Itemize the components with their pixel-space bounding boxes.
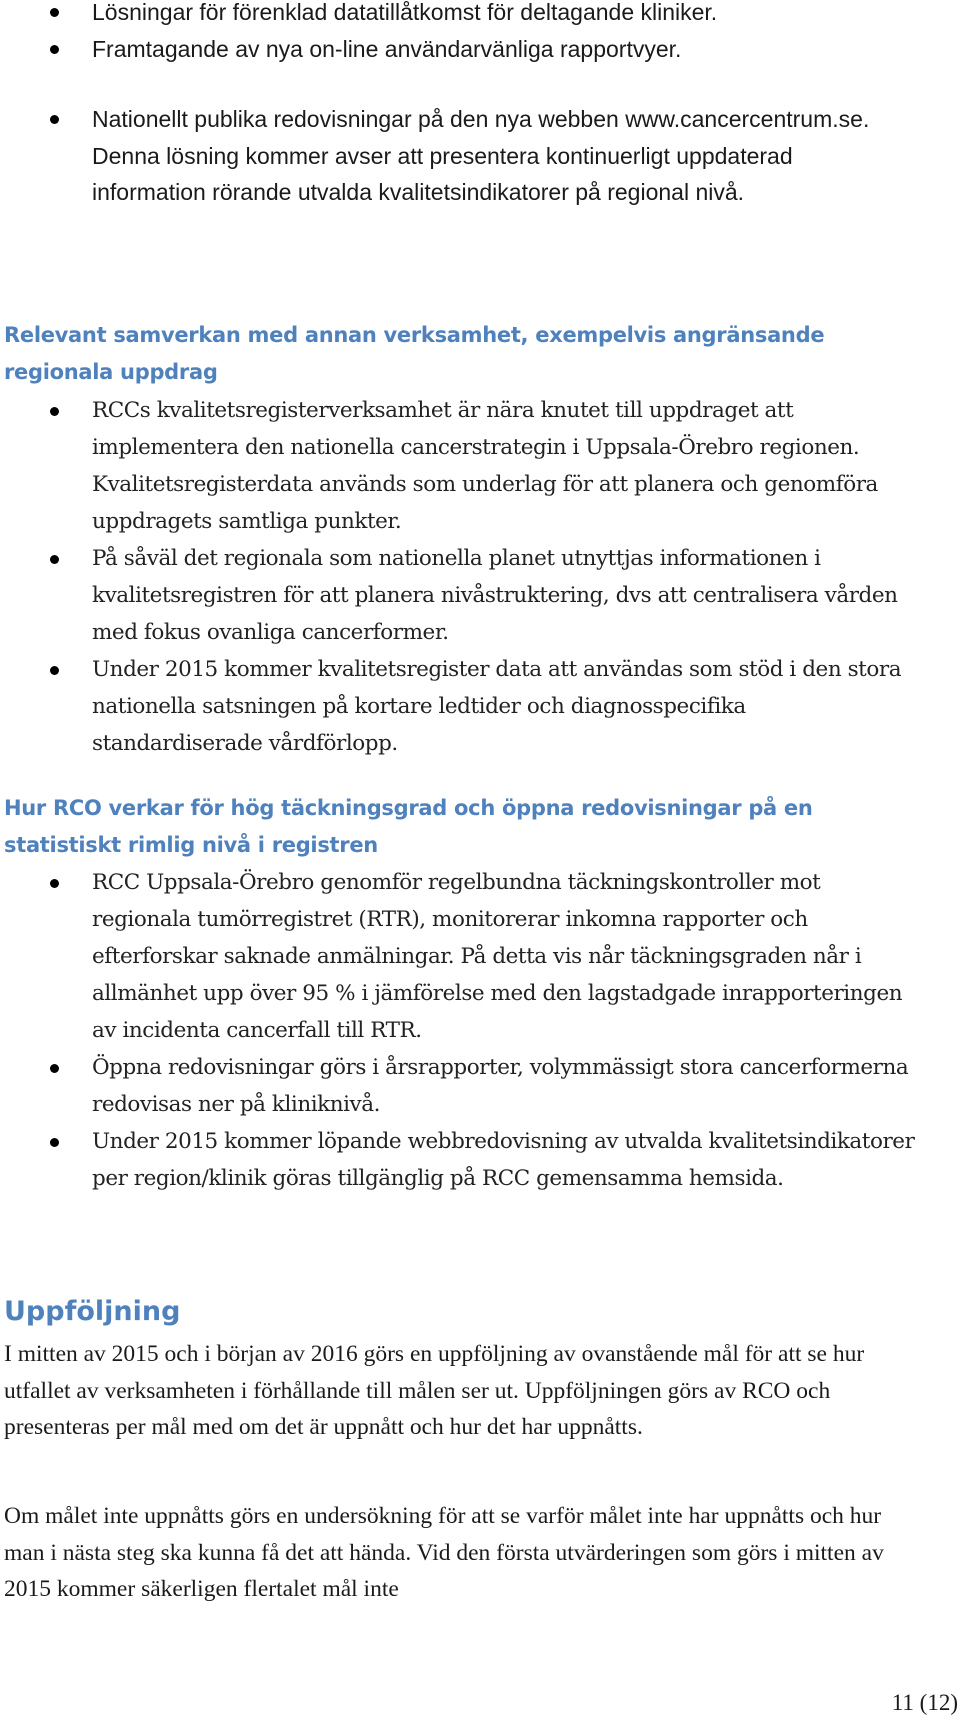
bullet-icon — [50, 1138, 59, 1147]
bullet-icon — [50, 555, 59, 564]
bullet-icon — [50, 45, 59, 54]
list-item — [0, 1123, 960, 1197]
intro-bullet-list — [0, 0, 960, 211]
list-item-text: RCC Uppsala-Örebro genomför regelbundna täckningskontroller mot regionala tumörregistret (RTR), monitorerar inkomna rapporter och efterforskar saknade anmälningar. På detta vis når täckningsgraden når i allmänhet upp över 95 % i jämförelse med den lagstadgade inrapporteringen av incidenta cancerfall till RTR. — [92, 870, 903, 1043]
page-number: 11 (12) — [891, 1690, 958, 1715]
list-item-text: RCCs kvalitetsregisterverksamhet är nära knutet till uppdraget att implementera den nationella cancerstrategin i Uppsala-Örebro regionen. Kvalitetsregisterdata används som underlag för att planera och genomföra uppdragets samtliga punkter. — [92, 398, 878, 534]
list-item — [0, 0, 960, 31]
bullet-icon — [50, 8, 59, 17]
list-item — [0, 392, 960, 540]
list-item — [0, 31, 960, 68]
list-item-text: Nationellt publika redovisningar på den nya webben www.cancercentrum.se. Denna lösning kommer avser att presentera kontinuerligt uppdaterad information rörande utvalda kvalitetsindikatorer på regional nivå. — [92, 106, 870, 205]
list-item — [0, 540, 960, 651]
list-item-text: På såväl det regionala som nationella planet utnyttjas informationen i kvalitetsregistren för att planera nivåstruktering, dvs att centralisera vården med fokus ovanliga cancerformer. — [92, 546, 898, 645]
tackningsgrad-bullet-list — [0, 864, 960, 1197]
list-item — [0, 651, 960, 762]
uppfoljning-paragraph-1: I mitten av 2015 och i början av 2016 görs en uppföljning av ovanstående mål för att se hur utfallet av verksamheten i förhållande till målen ser ut. Uppföljningen görs av RCO och presenteras per mål med om det är uppnått och hur det har uppnåtts. — [4, 1341, 865, 1440]
section-heading-uppfoljning: Uppföljning — [4, 1296, 181, 1327]
section-heading-samverkan: Relevant samverkan med annan verksamhet, exempelvis angränsande regionala uppdrag — [4, 323, 825, 384]
list-item — [0, 864, 960, 1049]
uppfoljning-paragraph-2: Om målet inte uppnåtts görs en undersökning för att se varför målet inte har uppnåtts och hur man i nästa steg ska kunna få det att hända. Vid den första utvärderingen som görs i mitten av 2015 kommer säkerligen flertalet mål inte — [4, 1503, 884, 1602]
list-item-text: Framtagande av nya on-line användarvänliga rapportvyer. — [92, 35, 682, 62]
bullet-icon — [50, 407, 59, 416]
list-item-text: Under 2015 kommer kvalitetsregister data att användas som stöd i den stora nationella satsningen på kortare ledtider och diagnosspecifika standardiserade vårdförlopp. — [92, 657, 902, 756]
list-item-text: Öppna redovisningar görs i årsrapporter, volymmässigt stora cancerformerna redovisas ner på kliniknivå. — [92, 1055, 909, 1117]
bullet-icon — [50, 1064, 59, 1073]
bullet-icon — [50, 115, 59, 124]
bullet-icon — [50, 666, 59, 675]
list-item — [0, 101, 960, 211]
samverkan-bullet-list — [0, 392, 960, 762]
list-item-text: Under 2015 kommer löpande webbredovisning av utvalda kvalitetsindikatorer per region/klinik göras tillgänglig på RCC gemensamma hemsida. — [92, 1129, 915, 1191]
list-item — [0, 1049, 960, 1123]
list-item-text: Lösningar för förenklad datatillåtkomst för deltagande kliniker. — [92, 0, 718, 25]
section-heading-tackningsgrad: Hur RCO verkar för hög täckningsgrad och öppna redovisningar på en statistiskt rimlig nivå i registren — [4, 796, 813, 857]
bullet-icon — [50, 879, 59, 888]
